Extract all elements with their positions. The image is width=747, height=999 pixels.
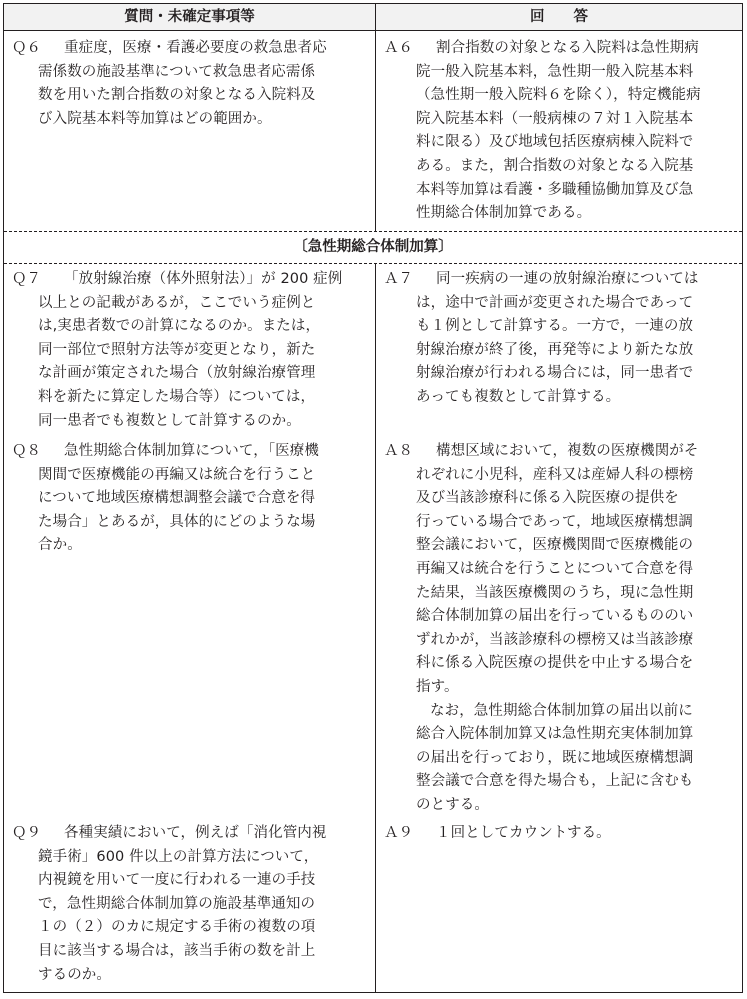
- question-text-line: び入院基本料等加算はどの範囲か。: [38, 110, 272, 127]
- question-column-header: 質問・未確定事項等: [124, 9, 255, 25]
- column-divider: [375, 264, 376, 992]
- answer-text-line: 指す。: [416, 678, 459, 695]
- question-text-line: 合か。: [38, 537, 82, 554]
- answer-text-line: 科に係る入院医療の提供を中止する場合を: [416, 655, 694, 672]
- question-number: Ｑ７: [12, 271, 41, 287]
- question-text-line: で，急性期総合体制加算の施設基準通知の: [38, 895, 316, 912]
- answer-note-line: のとする。: [416, 796, 489, 813]
- answer-text-line: あっても複数として計算する。: [416, 388, 621, 405]
- question-text-line: 需係数の施設基準について救急患者応需係: [38, 63, 316, 80]
- answer-text-line: 院一般入院基本料，急性期一般入院基本料: [416, 63, 694, 80]
- qa-table: [3, 3, 743, 993]
- answer-text-line: 同一疾病の一連の放射線治療については: [436, 271, 699, 287]
- question-text-line: 重症度，医療・看護必要度の救急患者応: [64, 40, 327, 56]
- answer-number: Ａ７: [384, 271, 413, 287]
- answer-a7: [384, 268, 739, 410]
- question-q6: [12, 37, 370, 131]
- answer-a6: [384, 37, 739, 226]
- answer-text-line: １回としてカウントする。: [436, 825, 611, 841]
- section-title: 〔急性期総合体制加算〕: [293, 239, 453, 255]
- question-number: Ｑ６: [12, 40, 41, 56]
- question-number: Ｑ９: [12, 825, 41, 841]
- answer-text-line: は，途中で計画が変更された場合であって: [416, 294, 694, 311]
- question-text-line: 関間で医療機能の再編又は統合を行うこと: [38, 466, 316, 483]
- question-text-line: について地域医療構想調整会議で合意を得: [38, 490, 316, 507]
- question-q7: [12, 268, 370, 433]
- question-q9: [12, 822, 370, 987]
- answer-a9: [384, 822, 739, 846]
- answer-number: Ａ８: [384, 443, 413, 459]
- answer-note-line: なお，急性期総合体制加算の届出以前に: [430, 702, 693, 719]
- answer-text-line: 本料等加算は看護・多職種協働加算及び急: [416, 181, 694, 198]
- answer-text-line: 料に限る）及び地域包括医療病棟入院料で: [416, 134, 694, 151]
- question-text-line: １の（２）のカに規定する手術の複数の項: [38, 919, 316, 936]
- question-text-line: 目に該当する場合は，該当手術の数を計上: [38, 942, 316, 959]
- question-text-line: な計画が策定された場合（放射線治療管理: [38, 365, 316, 382]
- answer-text-line: 整会議において，医療機関間で医療機能の: [416, 537, 694, 554]
- answer-text-line: 行っている場合であって，地域医療構想調: [416, 513, 693, 530]
- answer-note-line: 整会議で合意を得た場合も，上記に含むも: [416, 773, 694, 790]
- answer-text-line: ある。また，割合指数の対象となる入院基: [416, 157, 694, 174]
- answer-note-line: の届出を行っており，既に地域医療構想調: [416, 749, 694, 766]
- answer-text-line: 総合体制加算の届出を行っているもののい: [416, 608, 694, 625]
- question-text-line: するのか。: [38, 966, 111, 983]
- answer-column-header: 回 答: [530, 9, 588, 25]
- question-text-line: は,実患者数での計算になるのか。または，: [38, 318, 321, 335]
- question-text-line: 以上との記載があるが，ここでいう症例と: [38, 294, 316, 311]
- question-text-line: 鏡手術」600 件以上の計算方法について，: [38, 848, 319, 865]
- answer-text-line: 再編又は統合を行うことについて合意を得: [416, 560, 694, 577]
- answer-number: Ａ９: [384, 825, 413, 841]
- question-text-line: 数を用いた割合指数の対象となる入院料及: [38, 87, 316, 104]
- answer-a8: [384, 440, 739, 818]
- answer-text-line: ずれかが，当該診療科の標榜又は当該診療: [416, 631, 694, 648]
- question-text-line: 内視鏡を用いて一度に行われる一連の手技: [38, 872, 316, 889]
- answer-text-line: 射線治療が終了後，再発等により新たな放: [416, 341, 694, 358]
- question-text-line: 同一部位で照射方法等が変更となり，新た: [38, 341, 316, 358]
- question-number: Ｑ８: [12, 443, 41, 459]
- answer-note-line: 総合入院体制加算又は急性期充実体制加算: [416, 726, 694, 743]
- answer-text-line: 構想区域において，複数の医療機関がそ: [436, 443, 699, 459]
- section-divider: [4, 231, 742, 232]
- table-header: [4, 4, 742, 31]
- question-text-line: 急性期総合体制加算について，「医療機: [64, 443, 319, 459]
- question-q8: [12, 440, 370, 558]
- answer-text-line: 院入院基本料（一般病棟の７対１入院基本: [416, 110, 694, 127]
- answer-text-line: 及び当該診療科に係る入院医療の提供を: [416, 490, 679, 507]
- answer-number: Ａ６: [384, 40, 413, 56]
- answer-text-line: た結果，当該医療機関のうち，現に急性期: [416, 584, 694, 601]
- answer-text-line: （急性期一般入院料６を除く），特定機能病: [416, 87, 701, 104]
- answer-text-line: 射線治療が行われる場合には，同一患者で: [416, 365, 694, 382]
- answer-text-line: も１例として計算する。一方で，一連の放: [416, 318, 694, 335]
- answer-text-line: 割合指数の対象となる入院料は急性期病: [436, 40, 699, 56]
- answer-text-line: れぞれに小児科，産科又は産婦人科の標榜: [416, 466, 694, 483]
- question-text-line: た場合」とあるが，具体的にどのような場: [38, 513, 316, 530]
- question-text-line: 同一患者でも複数として計算するのか。: [38, 412, 301, 429]
- question-text-line: 料を新たに算定した場合等）については，: [38, 388, 316, 405]
- question-text-line: 「放射線治療（体外照射法）」が 200 症例: [64, 271, 343, 287]
- section-divider: [4, 263, 742, 264]
- answer-text-line: 性期総合体制加算である。: [416, 205, 592, 222]
- column-divider: [375, 4, 376, 231]
- question-text-line: 各種実績において，例えば「消化管内視: [64, 825, 327, 841]
